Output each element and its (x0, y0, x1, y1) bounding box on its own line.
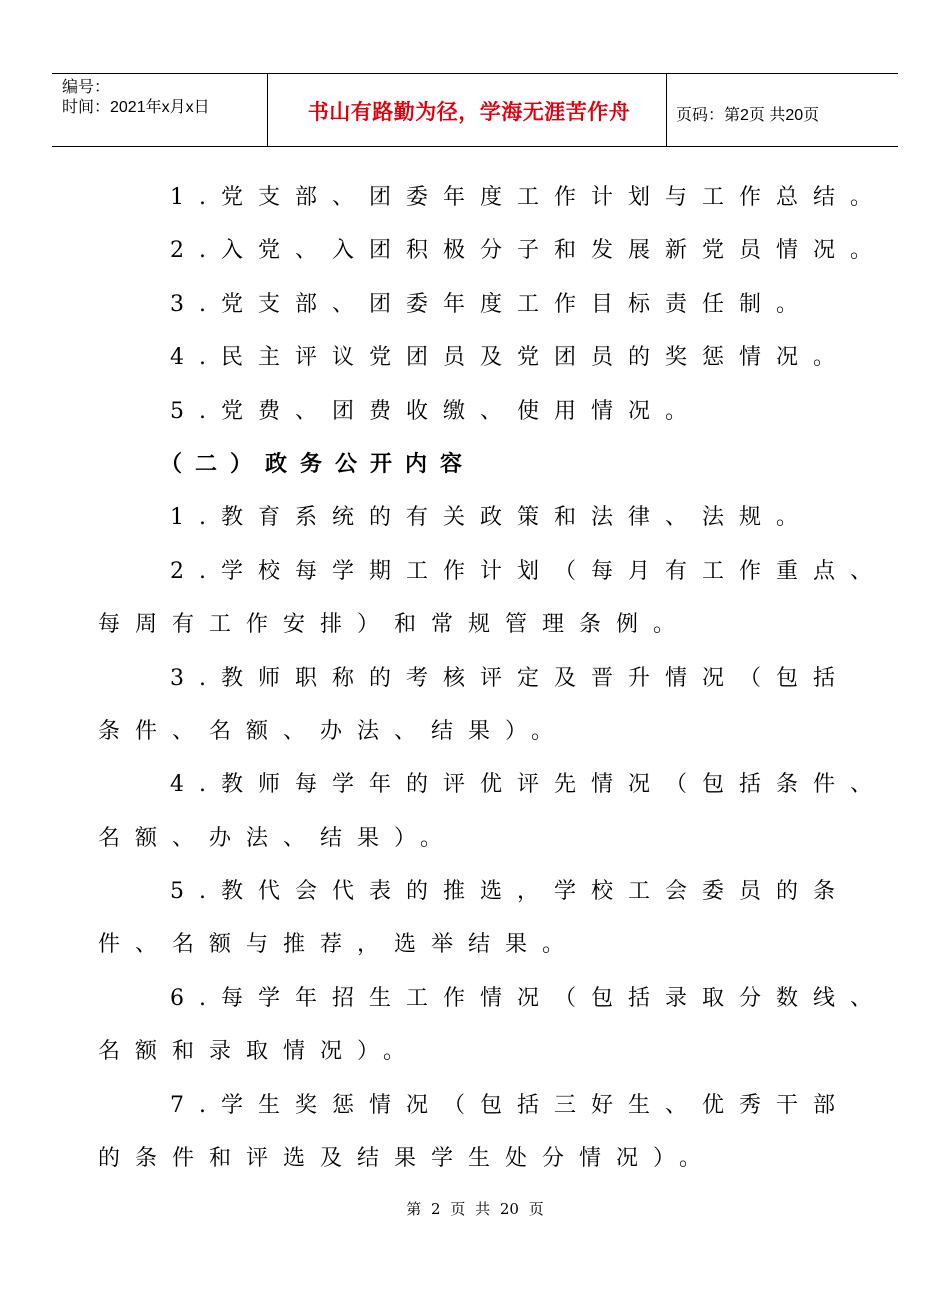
paragraph-line: 条件、名额、办法、结果）。 (98, 718, 569, 744)
paragraph-line: 名额和录取情况）。 (98, 1039, 421, 1065)
paragraph-line: 2.学校每学期工作计划（每月有工作重点、 (170, 558, 887, 584)
paragraph-line: 5.教代会代表的推选，学校工会委员的条 (170, 879, 850, 905)
date-label: 时间：2021年x月x日 (62, 99, 210, 116)
paragraph-line: 2.入党、入团积极分子和发展新党员情况。 (170, 238, 887, 264)
paragraph-line: 1.教育系统的有关政策和法律、法规。 (170, 505, 813, 531)
paragraph-line: 3.教师职称的考核评定及晋升情况（包括 (170, 665, 850, 691)
document-body (98, 175, 888, 1189)
header-motto: 书山有路勤为径，学海无涯苦作舟 (307, 100, 631, 124)
paragraph-line: 7.学生奖惩情况（包括三好生、优秀干部 (170, 1092, 850, 1118)
paragraph-line: 的条件和评选及结果学生处分情况）。 (98, 1146, 717, 1172)
paragraph-line: 3.党支部、团委年度工作目标责任制。 (170, 291, 813, 317)
header-meta (62, 78, 210, 118)
page-header (52, 73, 898, 147)
paragraph-line: 4.教师每学年的评优评先情况（包括条件、 (170, 772, 887, 798)
paragraph-line: 6.每学年招生工作情况（包括录取分数线、 (170, 985, 887, 1011)
header-page-number: 页码：第2页 共20页 (676, 107, 820, 124)
header-divider (666, 74, 667, 146)
paragraph-line: 4.民主评议党团员及党团员的奖惩情况。 (170, 345, 850, 371)
paragraph-line: 1.党支部、团委年度工作计划与工作总结。 (170, 185, 887, 210)
paragraph-line: 件、名额与推荐，选举结果。 (98, 932, 580, 958)
section-heading: （二）政务公开内容 (160, 451, 476, 477)
serial-number-label: 编号： (62, 79, 111, 96)
paragraph-line: 每周有工作安排）和常规管理条例。 (98, 612, 691, 638)
paragraph-line: 5.党费、团费收缴、使用情况。 (170, 398, 702, 424)
paragraph-line: 名额、办法、结果）。 (98, 825, 458, 851)
page-footer: 第 2 页 共 20 页 (406, 1200, 544, 1218)
header-divider (267, 74, 268, 146)
